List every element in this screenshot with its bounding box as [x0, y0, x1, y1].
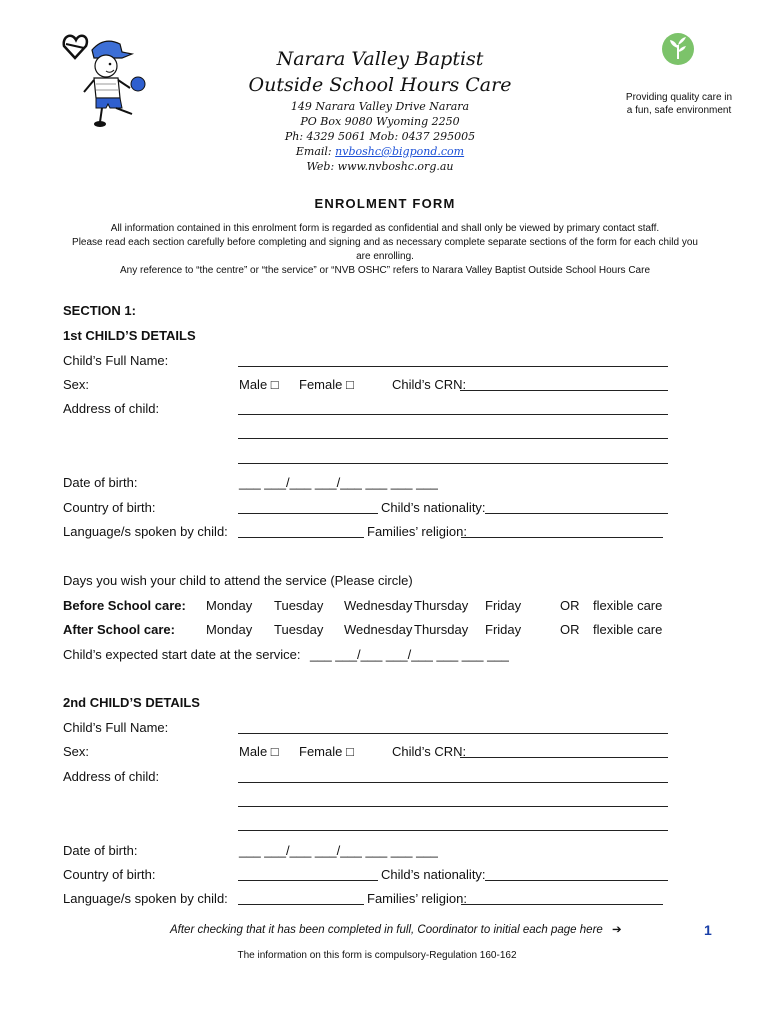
org-title-line2: Outside School Hours Care [248, 74, 512, 96]
child1-crn-label: Child’s CRN: [392, 377, 467, 392]
before-thursday[interactable]: Thursday [414, 598, 469, 613]
after-tuesday[interactable]: Tuesday [274, 622, 324, 637]
child2-male-checkbox[interactable]: Male □ [239, 744, 279, 759]
child1-nationality-label: Child’s nationality: [381, 500, 486, 515]
email-link[interactable]: nvboshc@bigpond.com [335, 145, 465, 158]
child1-name-field[interactable] [238, 366, 668, 367]
child1-name-label: Child’s Full Name: [63, 353, 169, 368]
intro-p2b: are enrolling. [356, 251, 414, 262]
before-monday[interactable]: Monday [206, 598, 253, 613]
child2-heading: 2nd CHILD’S DETAILS [63, 695, 200, 710]
child2-nationality-field[interactable] [485, 880, 668, 881]
child2-name-label: Child’s Full Name: [63, 720, 169, 735]
coordinator-note [170, 922, 622, 936]
page-number: 1 [704, 922, 712, 938]
child1-language-label: Language/s spoken by child: [63, 524, 228, 539]
child1-heading: 1st CHILD’S DETAILS [63, 328, 196, 343]
child2-name-field[interactable] [238, 733, 668, 734]
heart-hand-icon [64, 36, 87, 58]
child1-dob-field[interactable]: ___ ___/___ ___/___ ___ ___ ___ [239, 475, 438, 490]
right-arrow-icon: ➔ [612, 924, 622, 936]
tagline [614, 91, 744, 117]
start-date-label: Child’s expected start date at the service: [63, 647, 301, 662]
intro-p3: Any reference to “the centre” or “the service” or “NVB OSHC” refers to Narara Valley Baptist Outside School Hours Care [119, 265, 650, 276]
web-line: Web: www.nvboshc.org.au [306, 160, 454, 173]
child2-address-field-2[interactable] [238, 806, 668, 807]
coordinator-note-text: After checking that it has been completed in full, Coordinator to initial each page here [170, 924, 603, 936]
child1-country-label: Country of birth: [63, 500, 156, 515]
child2-language-label: Language/s spoken by child: [63, 891, 228, 906]
intro-p1: All information contained in this enrolment form is regarded as confidential and shall only be viewed by primary contact staff. [110, 223, 660, 234]
child1-religion-field[interactable] [461, 537, 663, 538]
address-line2: PO Box 9080 Wyoming 2250 [300, 115, 460, 128]
child2-address-field-1[interactable] [238, 782, 668, 783]
after-or: OR [560, 622, 580, 637]
child1-address-field-3[interactable] [238, 463, 668, 464]
child1-language-field[interactable] [238, 537, 364, 538]
child2-sex-label: Sex: [63, 744, 90, 759]
child1-crn-field[interactable] [460, 390, 668, 391]
child2-religion-label: Families’ religion: [367, 891, 467, 906]
start-date-field[interactable]: ___ ___/___ ___/___ ___ ___ ___ [310, 647, 509, 662]
tagline-line1: Providing quality care in [625, 92, 733, 103]
email-line [230, 145, 530, 158]
child2-crn-label: Child’s CRN: [392, 744, 467, 759]
child2-dob-label: Date of birth: [63, 843, 138, 858]
child1-nationality-field[interactable] [485, 513, 668, 514]
section-heading: SECTION 1: [63, 303, 136, 318]
child1-religion-label: Families’ religion: [367, 524, 467, 539]
attendance-prompt: Days you wish your child to attend the service (Please circle) [63, 573, 413, 588]
child1-male-checkbox[interactable]: Male □ [239, 377, 279, 392]
child1-country-field[interactable] [238, 513, 378, 514]
child2-nationality-label: Child’s nationality: [381, 867, 486, 882]
intro-p2a: Please read each section carefully before completing and signing and as necessary complete separate sections of the form for each child you [72, 237, 698, 248]
child2-country-label: Country of birth: [63, 867, 156, 882]
phone-line: Ph: 4329 5061 Mob: 0437 295005 [284, 130, 476, 143]
child1-sex-label: Sex: [63, 377, 90, 392]
address-line1: 149 Narara Valley Drive Narara [290, 100, 470, 113]
child1-dob-label: Date of birth: [63, 475, 138, 490]
before-flexible[interactable]: flexible care [593, 598, 663, 613]
child2-address-field-3[interactable] [238, 830, 668, 831]
after-monday[interactable]: Monday [206, 622, 253, 637]
child1-address-label: Address of child: [63, 401, 160, 416]
child1-address-field-2[interactable] [238, 438, 668, 439]
child2-language-field[interactable] [238, 904, 364, 905]
regulation-note: The information on this form is compulsory-Regulation 160-162 [237, 950, 517, 961]
child1-female-checkbox[interactable]: Female □ [299, 377, 354, 392]
sprout-logo-icon [661, 32, 695, 66]
before-wednesday[interactable]: Wednesday [344, 598, 413, 613]
before-tuesday[interactable]: Tuesday [274, 598, 324, 613]
before-school-label: Before School care: [63, 598, 186, 613]
before-or: OR [560, 598, 580, 613]
intro-text [20, 222, 750, 278]
after-friday[interactable]: Friday [485, 622, 522, 637]
child1-address-field-1[interactable] [238, 414, 668, 415]
form-title: ENROLMENT FORM [314, 196, 456, 211]
tagline-line2: a fun, safe environment [626, 105, 732, 116]
after-flexible[interactable]: flexible care [593, 622, 663, 637]
child2-dob-field[interactable]: ___ ___/___ ___/___ ___ ___ ___ [239, 843, 438, 858]
child2-address-label: Address of child: [63, 769, 160, 784]
after-thursday[interactable]: Thursday [414, 622, 469, 637]
child2-female-checkbox[interactable]: Female □ [299, 744, 354, 759]
before-friday[interactable]: Friday [485, 598, 522, 613]
after-wednesday[interactable]: Wednesday [344, 622, 413, 637]
child2-country-field[interactable] [238, 880, 378, 881]
email-label: Email: [295, 145, 336, 158]
child2-crn-field[interactable] [460, 757, 668, 758]
after-school-label: After School care: [63, 622, 175, 637]
org-title-line1: Narara Valley Baptist [276, 48, 484, 70]
child2-religion-field[interactable] [461, 904, 663, 905]
boy-logo [60, 28, 152, 128]
